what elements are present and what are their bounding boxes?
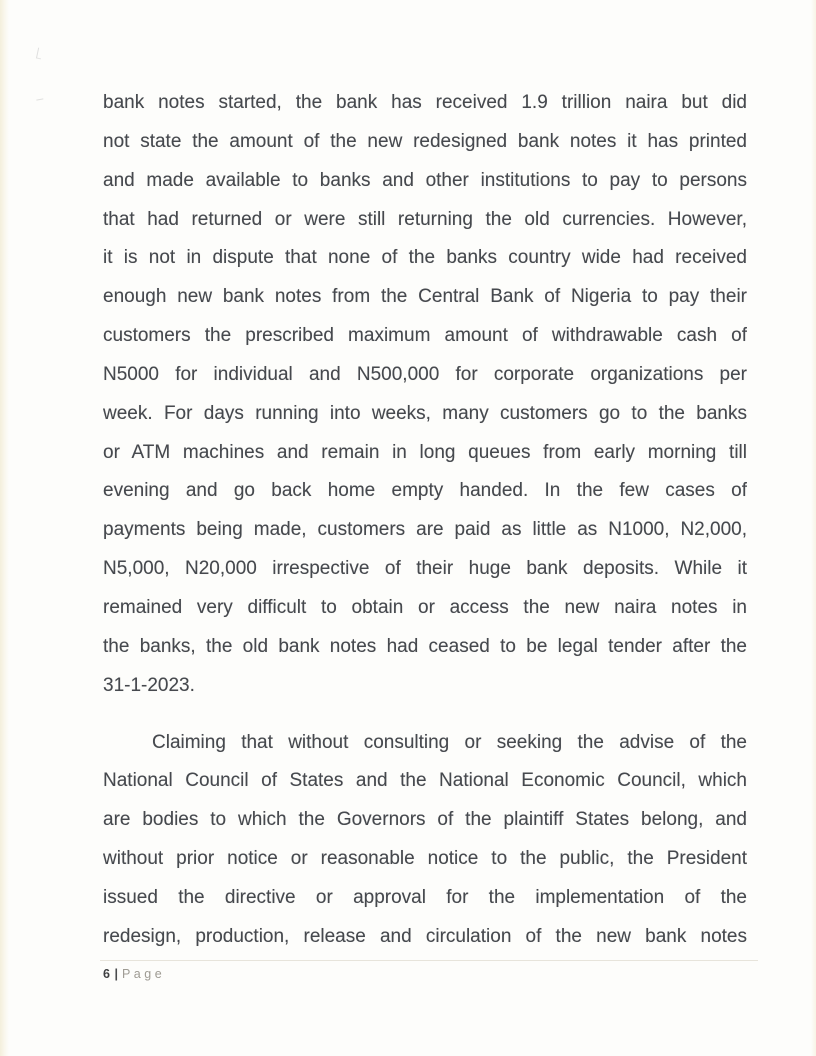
text-line: issued the directive or approval for the implementation of the: [103, 886, 747, 908]
paragraph-2: [103, 724, 747, 957]
text-line: redesign, production, release and circulation of the new bank notes: [103, 925, 747, 947]
text-line: bank notes started, the bank has received 1.9 trillion naira but did: [103, 92, 747, 113]
page-footer: [103, 966, 165, 982]
page-left-edge: [0, 0, 9, 1056]
text-line: enough new bank notes from the Central Bank of Nigeria to pay their: [103, 286, 747, 308]
text-line: or ATM machines and remain in long queues from early morning till: [103, 441, 747, 463]
text-line: are bodies to which the Governors of the plaintiff States belong, and: [103, 809, 747, 831]
text-line: week. For days running into weeks, many customers go to the banks: [103, 402, 747, 424]
scan-artifact: [36, 48, 43, 60]
text-line: Claiming that without consulting or seeking the advise of the: [152, 731, 747, 753]
text-line: and made available to banks and other institutions to pay to persons: [103, 169, 747, 191]
text-line: customers the prescribed maximum amount of withdrawable cash of: [103, 325, 747, 347]
text-line: 31-1-2023.: [103, 674, 195, 696]
text-line: it is not in dispute that none of the banks country wide had received: [103, 247, 747, 269]
text-line: evening and go back home empty handed. In the few cases of: [103, 480, 747, 502]
footer-divider: [100, 960, 758, 961]
paragraph-1: [103, 84, 747, 706]
text-line: without prior notice or reasonable notice to the public, the President: [103, 848, 747, 870]
text-line: remained very difficult to obtain or access the new naira notes in: [103, 596, 747, 618]
text-line: payments being made, customers are paid as little as N1000, N2,000,: [103, 519, 747, 541]
page-right-edge: [811, 0, 816, 1056]
scan-artifact: [36, 94, 44, 100]
text-line: the banks, the old bank notes had ceased to be legal tender after the: [103, 635, 747, 657]
footer-page-label: Page: [121, 967, 166, 981]
text-line: that had returned or were still returning the old currencies. However,: [103, 208, 747, 230]
document-body: [103, 84, 747, 957]
footer-separator: |: [114, 967, 118, 981]
text-line: National Council of States and the National Economic Council, which: [103, 770, 747, 792]
text-line: N5,000, N20,000 irrespective of their huge bank deposits. While it: [103, 558, 747, 580]
text-line: not state the amount of the new redesigned bank notes it has printed: [103, 130, 747, 152]
text-line: N5000 for individual and N500,000 for corporate organizations per: [103, 363, 747, 385]
page-number: 6: [103, 967, 111, 981]
